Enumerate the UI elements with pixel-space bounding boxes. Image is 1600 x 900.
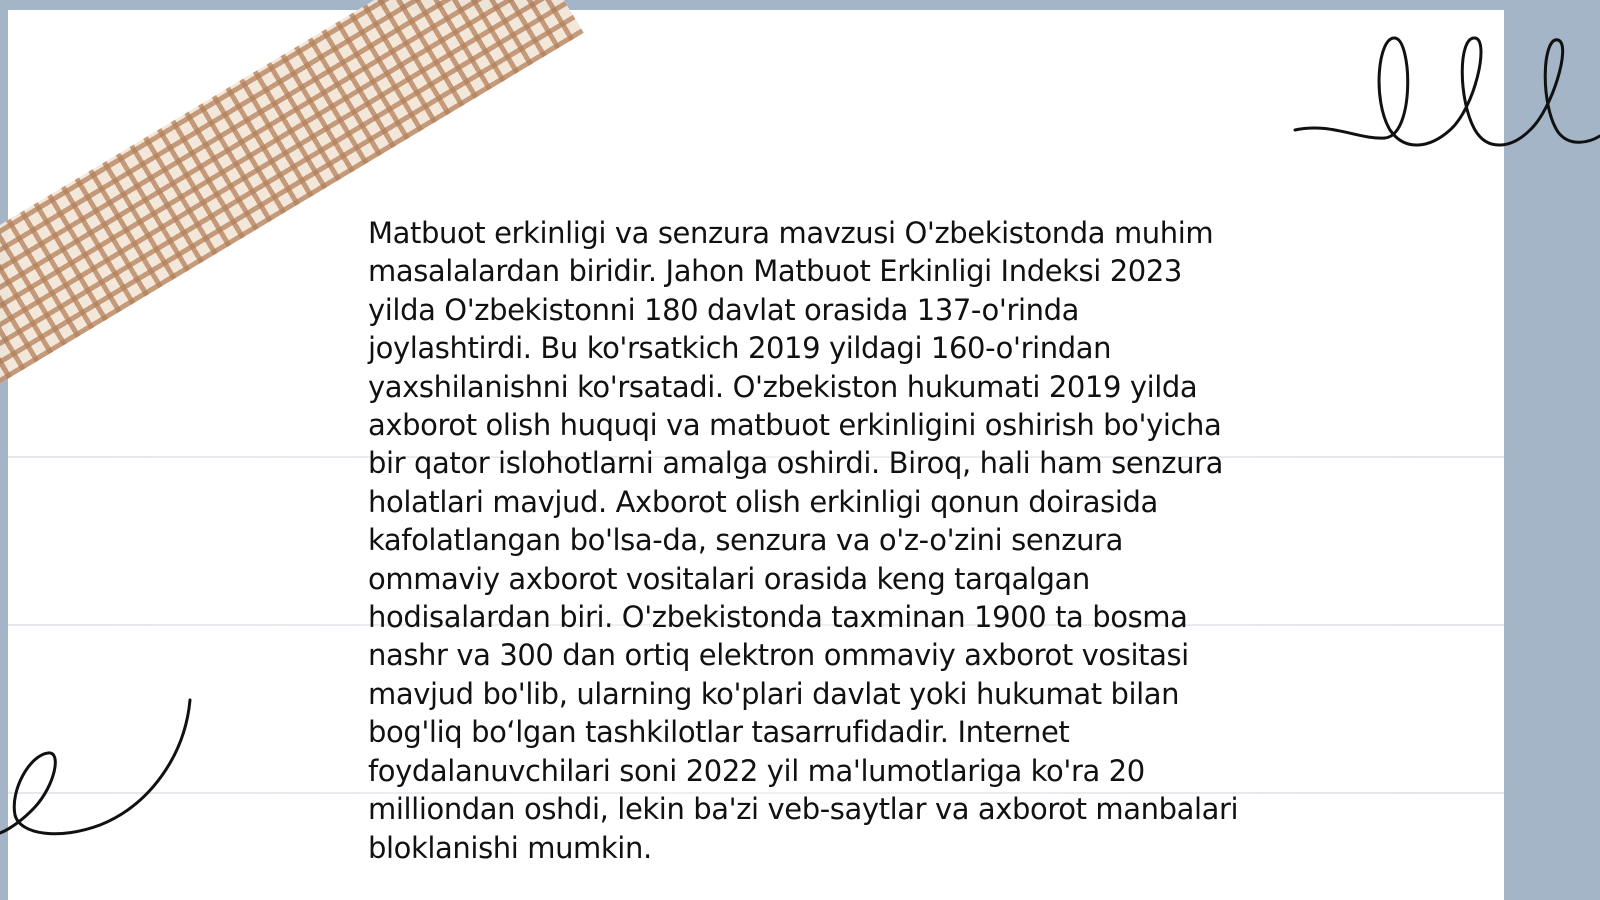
loop-doodle-top-right-icon xyxy=(1290,30,1600,170)
loop-doodle-bottom-left-icon xyxy=(0,695,200,845)
body-paragraph: Matbuot erkinligi va senzura mavzusi O'zbekistonda muhim masalalardan biridir. Jahon Matbuot Erkinligi Indeksi 2023 yilda O'zbekistonni 180 davlat orasida 137-o'rinda joylashtirdi. Bu ko'rsatkich 2019 yildagi 160-o'rindan yaxshilanishni ko'rsatadi. O'zbekiston hukumati 2019 yilda axborot olish huquqi va matbuot erkinligini oshirish bo'yicha bir qator islohotlarni amalga oshirdi. Biroq, hali ham senzura holatlari mavjud. Axborot olish erkinligi qonun doirasida kafolatlangan bo'lsa-da, senzura va o'z-o'zini senzura ommaviy axborot vositalari orasida keng tarqalgan hodisalardan biri. O'zbekistonda taxminan 1900 ta bosma nashr va 300 dan ortiq elektron ommaviy axborot vositasi mavjud bo'lib, ularning ko'plari davlat yoki hukumat bilan bog'liq bo‘lgan tashkilotlar tasarrufidadir. Internet foydalanuvchilari soni 2022 yil ma'lumotlariga ko'ra 20 milliondan oshdi, lekin ba'zi veb-saytlar va axborot manbalari bloklanishi mumkin. xyxy=(368,216,1239,865)
